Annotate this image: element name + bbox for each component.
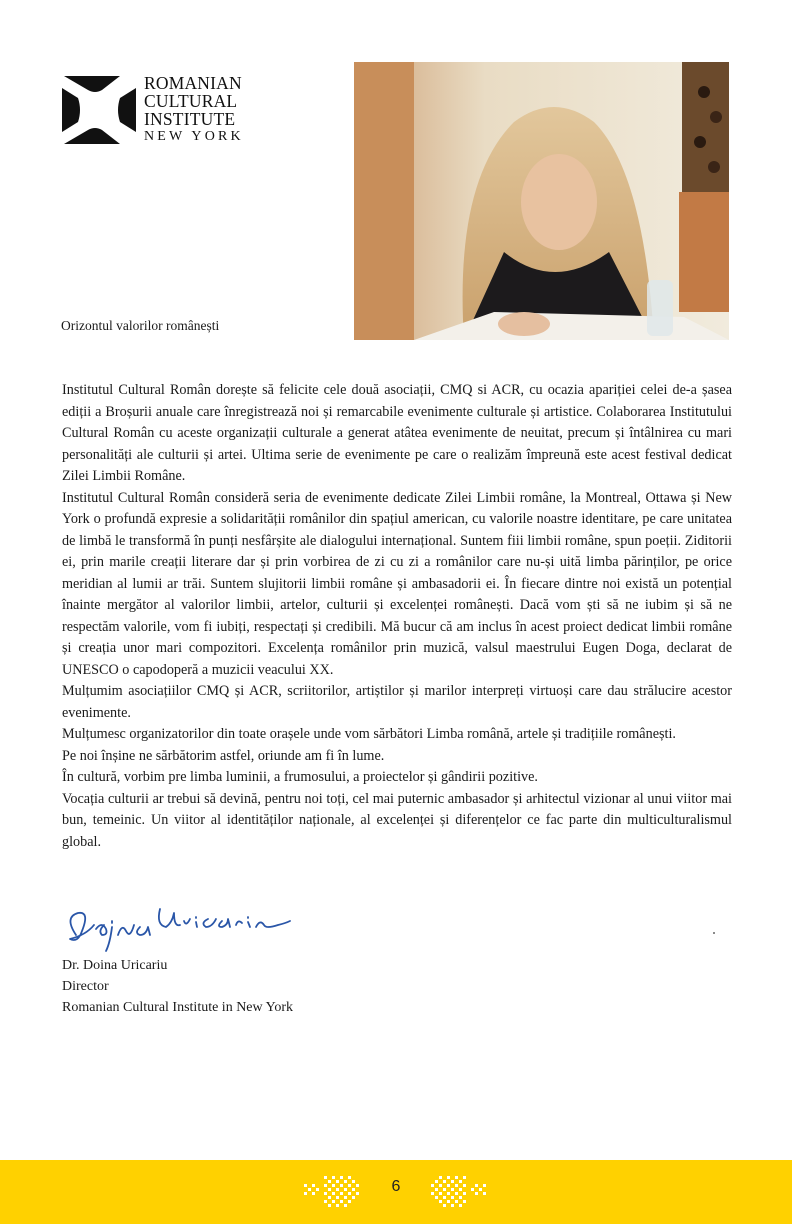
page-footer bbox=[0, 1160, 792, 1224]
signoff-block bbox=[62, 955, 293, 1018]
page-number: 6 bbox=[391, 1178, 401, 1195]
signoff-name: Dr. Doina Uricariu bbox=[62, 958, 168, 973]
logo-line-3: INSTITUTE bbox=[144, 109, 236, 129]
folk-pattern-icon bbox=[302, 1170, 368, 1214]
subtitle: Orizontul valorilor românești bbox=[61, 318, 220, 333]
signoff-org: Romanian Cultural Institute in New York bbox=[62, 1000, 293, 1015]
signoff-role: Director bbox=[62, 979, 109, 994]
paragraph-5: Pe noi înșine ne sărbătorim astfel, oriunde am fi în lume. bbox=[62, 747, 385, 764]
handwritten-signature bbox=[56, 895, 296, 955]
paragraph-3: Mulțumim asociațiilor CMQ și ACR, scriitorilor, artiștilor și marilor interpreți virtuoși care dau strălucire acestor evenimente. bbox=[62, 683, 732, 721]
rci-logo-icon bbox=[62, 76, 136, 146]
paragraph-4: Mulțumesc organizatorilor din toate orașele unde vom sărbători Limba română, artele și tradițiile românești. bbox=[62, 726, 676, 742]
stray-mark bbox=[713, 932, 715, 934]
paragraph-6: În cultură, vorbim pre limba luminii, a frumosului, a proiectelor și gândirii pozitive. bbox=[62, 769, 538, 785]
folk-pattern-icon-right bbox=[422, 1170, 488, 1214]
logo-line-4: NEW YORK bbox=[144, 129, 244, 144]
institute-logo bbox=[62, 74, 262, 148]
paragraph-2: Institutul Cultural Român consideră seria de evenimente dedicate Zilei Limbii române, la Montreal, Ottawa și New York o profundă expresie a solidarității românilor din spațiul american, cu valorile noastre identitare, pe care unitatea de limbă le transformă în punți nesfârșite ale dialogului internațional. Suntem fiii limbii române, spun poeții. Ziditorii ei, prin marile creații literare dar și prin vorbirea de zi cu zi a românilor care nu-și uită limba părinților, pe orice meridian al lumii ar trăi. Suntem slujitorii limbii române și ambasadorii ei. În fiecare dintre noi există un potențial înainte mergător al valorilor limbii, artelor, culturii și excelenței românești. Dacă vom ști să ne iubim și să ne respectăm valorile, vom fi iubiți, respectați și credibili. Mă bucur că am inclus în acest proiect dedicat limbii române și creația unor mari compozitori. Excelența românilor prin muzică, valsul maestrului Eugen Doga, declarat de UNESCO o capodoperă a muzicii veacului XX. bbox=[62, 489, 732, 678]
logo-line-2: CULTURAL bbox=[144, 91, 238, 111]
paragraph-7: Vocația culturii ar trebui să devină, pentru noi toți, cel mai puternic ambasador și arhitectul vizionar al unui viitor mai bun, temeinic. Un viitor al identităților naționale, al excelenței și diferențelor ce fac parte din multiculturalismul global. bbox=[62, 790, 732, 850]
logo-line-1: ROMANIAN bbox=[144, 73, 242, 93]
portrait-photo bbox=[354, 62, 729, 340]
letter-body bbox=[62, 380, 732, 853]
paragraph-1: Institutul Cultural Român dorește să felicite cele două asociații, CMQ si ACR, cu ocazia apariției celei de-a șasea ediții a Broșurii anuale care înregistrează noi și remarcabile evenimente culturale și artistice. Colaborarea Institutului Cultural Român cu aceste organizații culturale a generat atâtea evenimente de neuitat, precum și întâlnirea cu mari personalități ale culturii și artei. Ultima serie de evenimente pe care o realizăm împreună este acest festival dedicat Zilei Limbii Române. bbox=[62, 382, 732, 484]
portrait-illustration bbox=[354, 62, 729, 340]
